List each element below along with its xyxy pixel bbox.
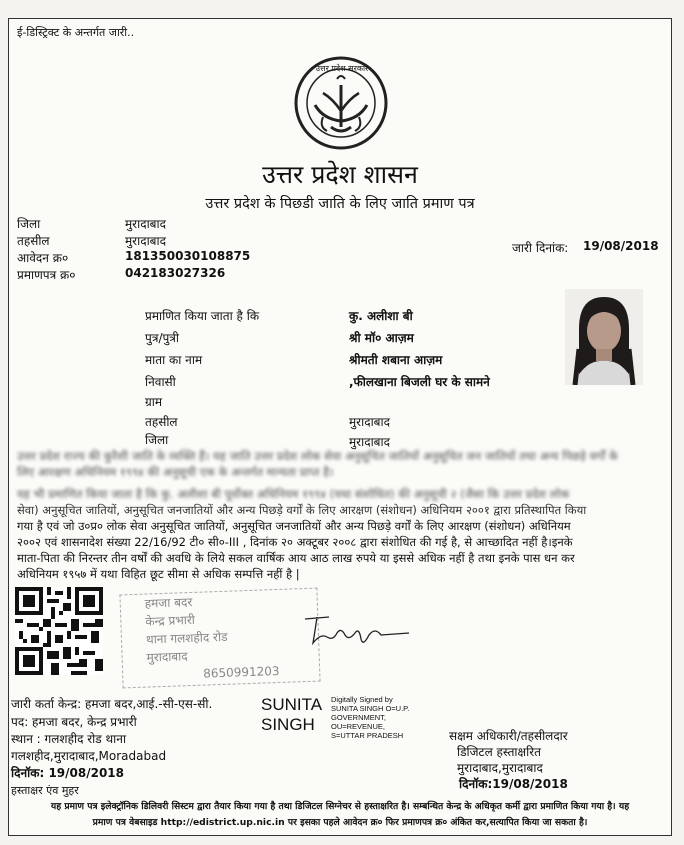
digital-sign-detail-3: GOVERNMENT, bbox=[331, 713, 387, 722]
meta-label-certificate-no: प्रमाणपत्र क्र० bbox=[17, 268, 76, 282]
para-line-7: माता-पिता की निरन्तर तीन वर्षों की अवधि के लिये सकल वार्षिक आय आठ लाख रुपये या इससे अधिक नहीं है तथा इनके पास धन कर bbox=[17, 551, 575, 565]
detail-label-mother: माता का नाम bbox=[145, 353, 203, 367]
digital-sign-details bbox=[331, 695, 409, 740]
authority-line-4: दिनॉक:19/08/2018 bbox=[459, 777, 568, 791]
digital-sign-name-1: SUNITA bbox=[261, 695, 323, 714]
center-line-5: दिनॉक: 19/08/2018 bbox=[11, 766, 125, 780]
digital-sign-name-2: SINGH bbox=[261, 715, 315, 734]
center-line-1: जारी कर्ता केन्द्र: हमजा बदर,आई.-सी-एस-सी. bbox=[11, 697, 213, 711]
meta-value-certificate-no: 042183027326 bbox=[125, 266, 226, 280]
rubber-stamp bbox=[119, 588, 320, 689]
meta-label-application-no: आवेदन क्र० bbox=[17, 251, 69, 265]
authority-line-2: डिजिटल हस्ताक्षरित bbox=[457, 745, 541, 759]
certificate-subtitle: उत्तर प्रदेश के पिछडी जाति के लिए जाति प्रमाण पत्र bbox=[205, 196, 475, 212]
para-line-8: अधिनियम १९५७ में यथा विहित छूट सीमा से अधिक सम्पत्ति नहीं है | bbox=[17, 567, 300, 581]
detail-label-certified: प्रमाणित किया जाता है कि bbox=[145, 309, 260, 323]
authority-line-1: सक्षम अधिकारी/तहसीलदार bbox=[449, 729, 568, 743]
detail-value-resident: ,फीलखाना बिजली घर के सामने bbox=[349, 375, 490, 389]
meta-value-tehsil: मुरादाबाद bbox=[125, 234, 167, 248]
detail-value-name: कु. अलीशा बी bbox=[349, 309, 413, 323]
emblem-text: उत्तर प्रदेश सरकार bbox=[315, 64, 369, 73]
detail-label-village: ग्राम bbox=[145, 395, 163, 409]
handwritten-signature bbox=[299, 611, 419, 651]
center-line-4: गलशहीद,मुरादाबाद,Moradabad bbox=[11, 749, 167, 763]
detail-value-district: मुरादाबाद bbox=[349, 435, 391, 449]
detail-label-resident: निवासी bbox=[145, 375, 176, 389]
center-line-6: हस्ताक्षर एंव मुहर bbox=[11, 784, 79, 797]
detail-value-father: श्री मॉ० आज़म bbox=[349, 331, 414, 345]
digital-sign-detail-2: SUNITA SINGH O=U.P. bbox=[331, 704, 410, 713]
meta-label-district: जिला bbox=[17, 217, 41, 231]
digital-sign-detail-4: OU=REVENUE, bbox=[331, 722, 385, 731]
certificate-page bbox=[8, 18, 672, 836]
issue-date: 19/08/2018 bbox=[583, 239, 659, 253]
detail-label-child-of: पुत्र/पुत्री bbox=[145, 331, 180, 345]
para-line-2: लिए आरक्षण अधिनियम १९९४ की अनुसूची एक के अन्तर्गत मान्यता प्राप्त है। bbox=[17, 465, 334, 479]
stamp-line-4: मुरादाबाद bbox=[146, 649, 188, 665]
issue-date-label: जारी दिनांक: bbox=[512, 241, 569, 255]
meta-label-tehsil: तहसील bbox=[17, 234, 50, 248]
footer-line-1: यह प्रमाण पत्र इलेक्ट्रॉनिक डिलिवरी सिस्टम द्वारा तैयार किया गया है तथा डिजिटल सिग्नेचर से हस्ताक्षरित है। सम्बन्धित केन्द्र के अधिकृत कर्मी द्वारा प्रमाणित किया गया है। यह bbox=[50, 801, 630, 812]
detail-label-district: जिला bbox=[145, 433, 169, 447]
detail-value-tehsil: मुरादाबाद bbox=[349, 415, 391, 429]
footer-line-2: प्रमाण पत्र वेबसाइड http://edistrict.up.nic.in पर इसका पहले आवेदन क्र० फिर प्रमाणपत्र क्र० अंकित कर,सत्यापित किया जा सकता है। bbox=[92, 817, 588, 828]
meta-value-district: मुरादाबाद bbox=[125, 217, 167, 231]
authority-line-3: मुरादाबाद,मुरादाबाद bbox=[457, 761, 543, 775]
detail-label-tehsil: तहसील bbox=[145, 415, 178, 429]
digital-sign-name bbox=[261, 695, 322, 735]
qr-code-icon bbox=[15, 587, 103, 675]
detail-value-mother: श्रीमती शबाना आज़म bbox=[349, 353, 443, 367]
para-line-5: गया है एवं जो उ०प्र० लोक सेवा अनुसूचित जातियों, अनुसूचित जनजातियों और अन्य पिछड़े वर्गों के लिए आरक्षण (संशोधन) अधिनियम bbox=[17, 519, 571, 533]
qr-code bbox=[15, 587, 103, 675]
stamp-line-5: 8650991203 bbox=[202, 663, 280, 681]
meta-value-application-no: 181350030108875 bbox=[125, 249, 251, 263]
stamp-line-2: केन्द्र प्रभारी bbox=[145, 612, 196, 629]
center-line-2: पद: हमजा बदर, केन्द्र प्रभारी bbox=[11, 715, 137, 729]
digital-sign-detail-5: S=UTTAR PRADESH bbox=[331, 731, 404, 740]
applicant-photo bbox=[565, 289, 643, 385]
para-line-4: सेवा) अनुसूचित जातियों, अनुसूचित जनजातियों और अन्य पिछड़े वर्गों के लिए आरक्षण (संशोधन) अधिनियम २००१ द्वारा प्रतिस्थापित किया bbox=[17, 503, 587, 517]
center-line-3: स्थान : गलशहीद रोड थाना bbox=[11, 732, 127, 746]
digital-sign-detail-1: Digitally Signed by bbox=[331, 695, 393, 704]
stamp-line-3: थाना गलशहीद रोड bbox=[145, 629, 228, 647]
certificate-title: उत्तर प्रदेश शासन bbox=[262, 160, 418, 189]
para-line-6: २००२ एवं शासनादेश संख्या 22/16/92 टी० सी०-III , दिनांक २० अक्टूबर २००८ द्वारा संशोधित की गई है, से आच्छादित नहीं है।इनके bbox=[17, 535, 573, 549]
para-line-3: यह भी प्रमाणित किया जाता है कि कु. अलीशा बी पूर्वोक्त अधिनियम १९९४ (यथा संशोधित) की अनुसूची २ (जैसा कि उत्तर प्रदेश लोक bbox=[17, 487, 570, 501]
header-note: ई-डिस्ट्रिक्ट के अन्तर्गत जारी.. bbox=[17, 26, 135, 39]
para-line-1: उत्तर प्रदेश राज्य की कुरैशी जाति के व्यक्ति हैं। यह जाति उत्तर प्रदेश लोक सेवा अनुसूचित जातियों अनुसूचित जन जातियों तथा अन्य पिछड़े वर्गों के bbox=[17, 449, 618, 463]
stamp-line-1: हमजा बदर bbox=[144, 594, 193, 611]
